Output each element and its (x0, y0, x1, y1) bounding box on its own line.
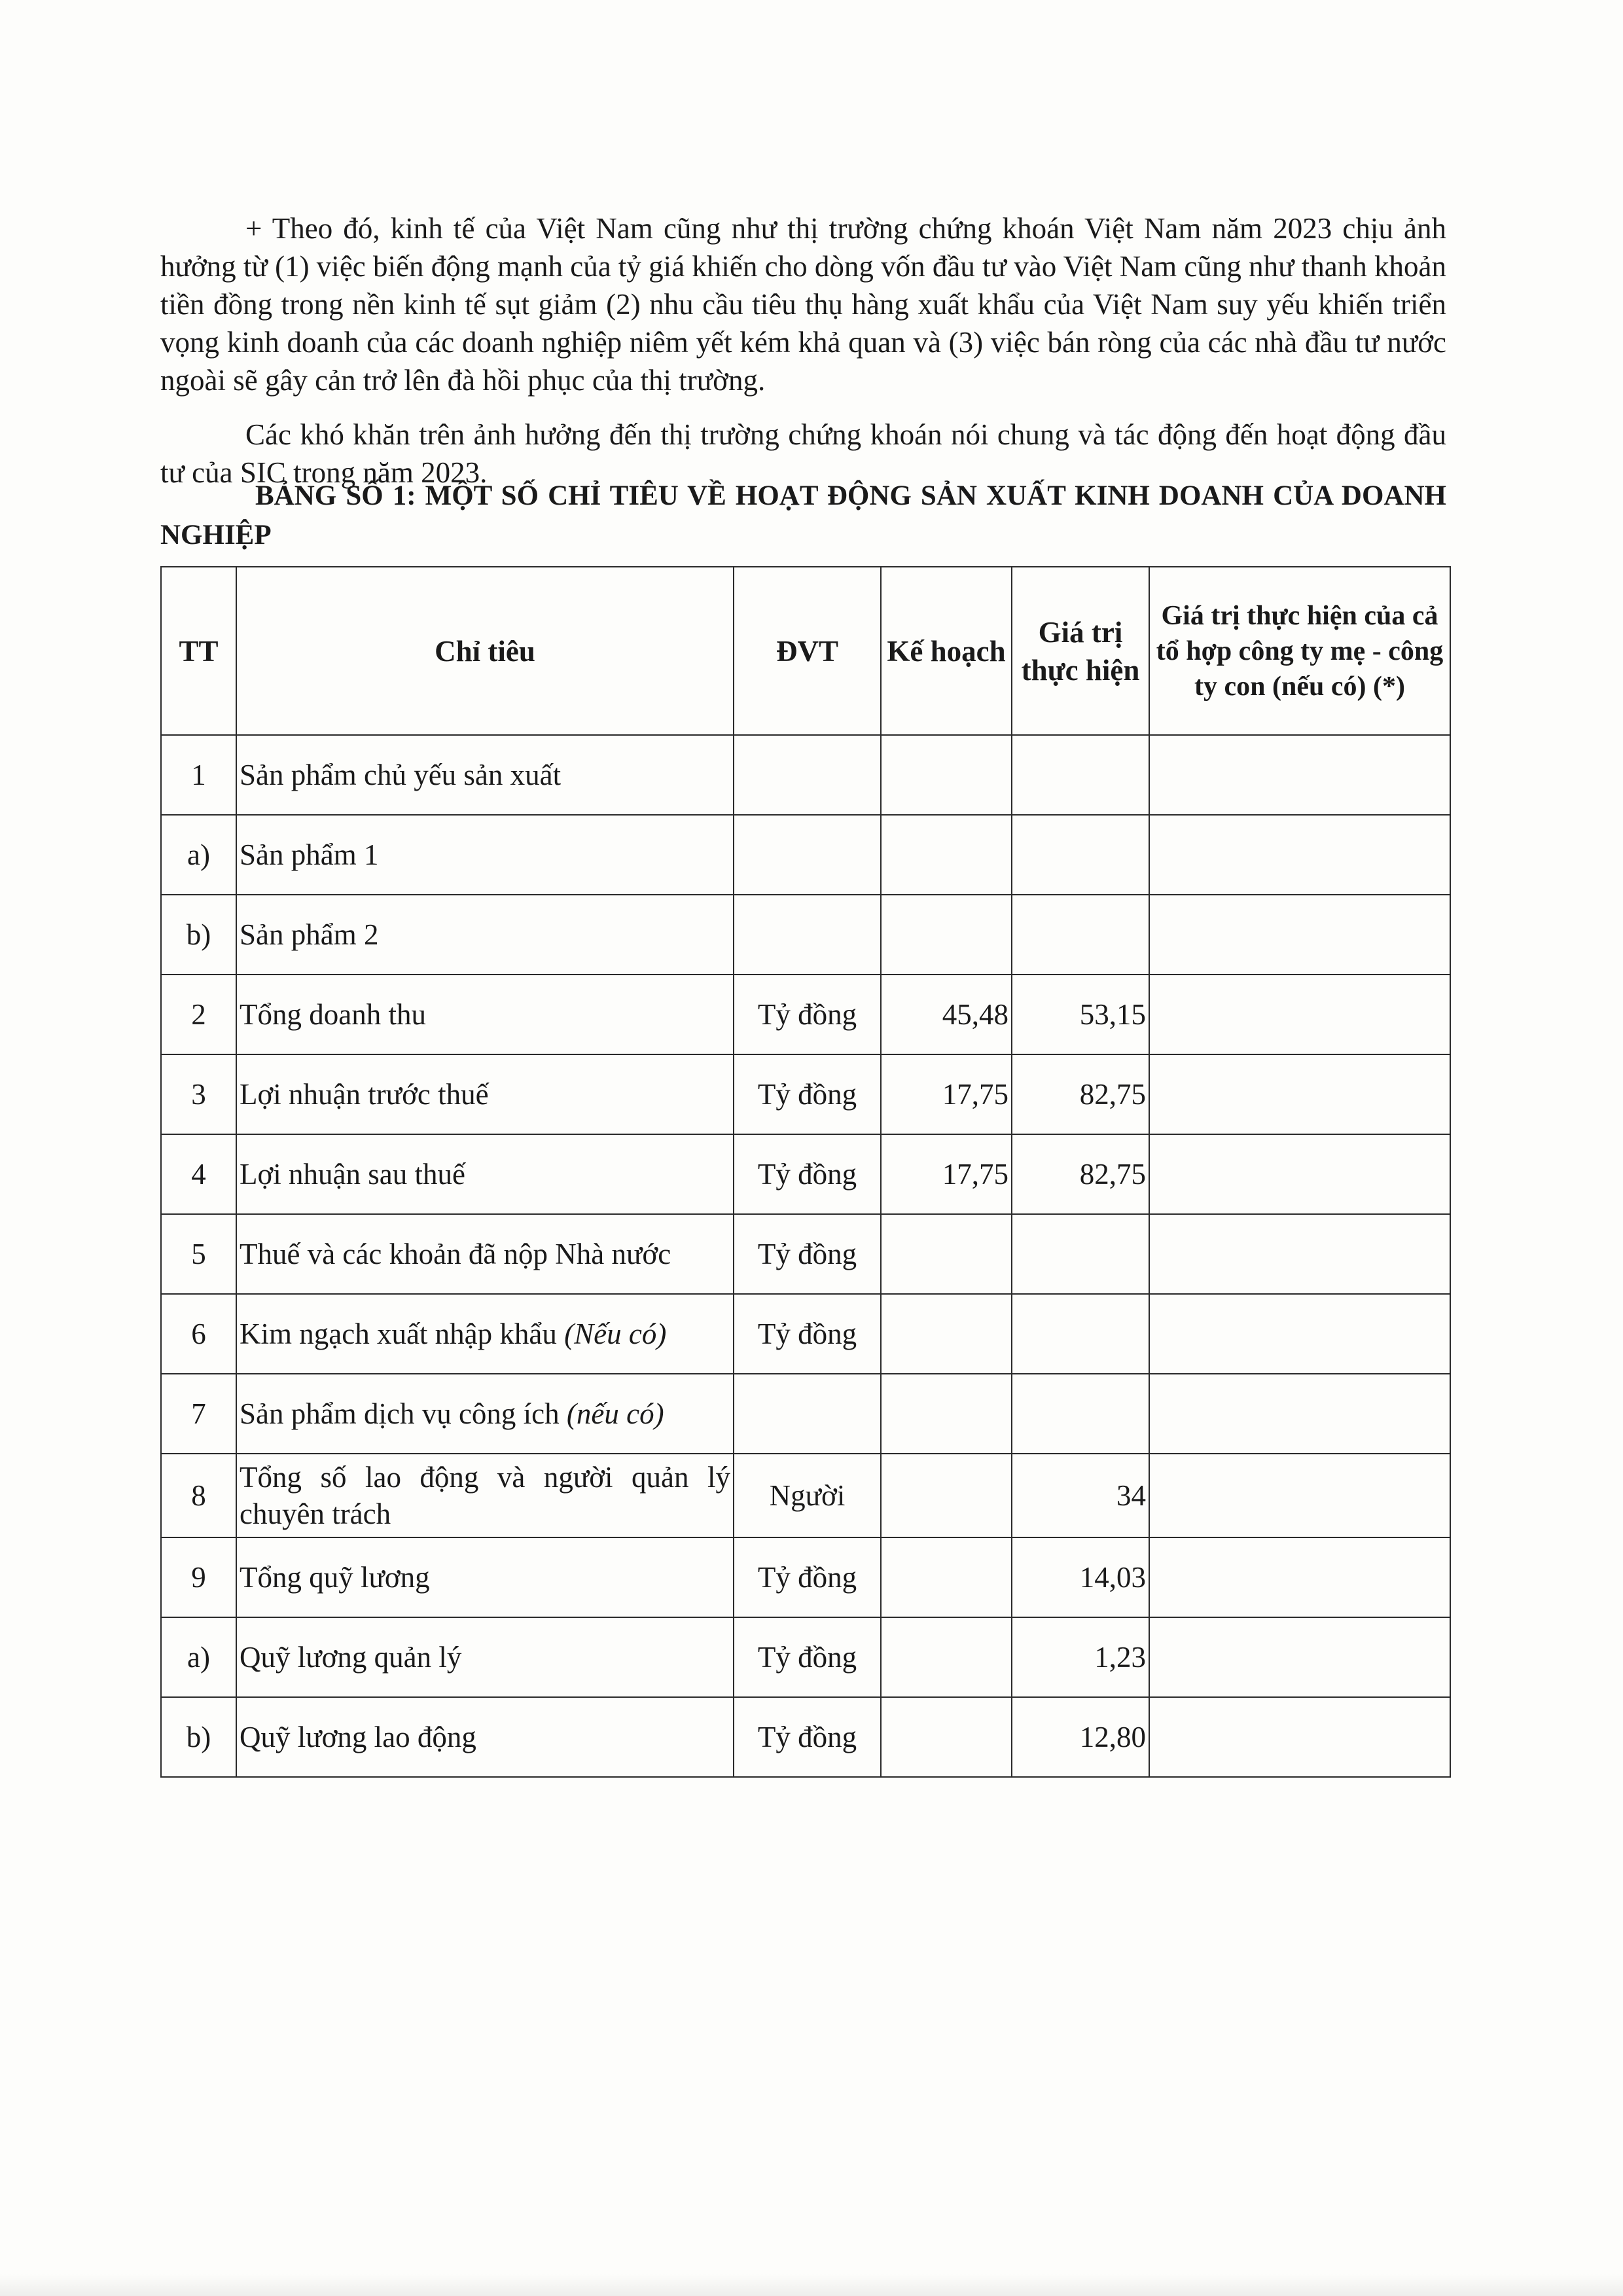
row-indicator (236, 1294, 734, 1374)
indicator-note: (Nếu có) (564, 1318, 667, 1350)
indicator-text: Sản phẩm dịch vụ công ích (240, 1397, 567, 1430)
row-group-value (1149, 1454, 1450, 1537)
row-unit: Tỷ đồng (734, 1214, 881, 1294)
table-row (161, 1374, 1450, 1454)
header-tt: TT (161, 567, 236, 735)
row-plan (881, 1294, 1012, 1374)
row-plan (881, 895, 1012, 975)
table-row (161, 1214, 1450, 1294)
table-row (161, 1054, 1450, 1134)
row-actual: 82,75 (1012, 1054, 1149, 1134)
row-plan: 45,48 (881, 975, 1012, 1054)
row-group-value (1149, 975, 1450, 1054)
row-number: 6 (161, 1294, 236, 1374)
table-body (161, 735, 1450, 1777)
row-actual (1012, 815, 1149, 895)
row-group-value (1149, 895, 1450, 975)
indicator-text: Tổng số lao động và người quản lý chuyên trách (240, 1461, 730, 1530)
table-header-row (161, 567, 1450, 735)
row-number: 8 (161, 1454, 236, 1537)
row-unit (734, 895, 881, 975)
row-indicator (236, 1214, 734, 1294)
row-number: 4 (161, 1134, 236, 1214)
indicator-text: Sản phẩm 2 (240, 918, 379, 951)
row-number: b) (161, 1697, 236, 1777)
row-group-value (1149, 735, 1450, 815)
row-number: 5 (161, 1214, 236, 1294)
indicator-text: Lợi nhuận sau thuế (240, 1158, 465, 1191)
table-row (161, 735, 1450, 815)
table-row (161, 1294, 1450, 1374)
row-actual: 1,23 (1012, 1617, 1149, 1697)
row-number: b) (161, 895, 236, 975)
row-number: 1 (161, 735, 236, 815)
row-group-value (1149, 1054, 1450, 1134)
row-unit (734, 735, 881, 815)
row-unit: Tỷ đồng (734, 1054, 881, 1134)
indicator-text: Kim ngạch xuất nhập khẩu (240, 1318, 565, 1350)
indicator-text: Sản phẩm 1 (240, 838, 379, 871)
row-number: 9 (161, 1537, 236, 1617)
table-row (161, 815, 1450, 895)
row-group-value (1149, 1537, 1450, 1617)
row-plan (881, 1214, 1012, 1294)
row-number: 2 (161, 975, 236, 1054)
indicator-text: Tổng quỹ lương (240, 1561, 430, 1594)
row-indicator (236, 1697, 734, 1777)
row-actual: 12,80 (1012, 1697, 1149, 1777)
indicator-text: Tổng doanh thu (240, 998, 426, 1031)
row-group-value (1149, 815, 1450, 895)
indicator-text: Thuế và các khoản đã nộp Nhà nước (240, 1238, 671, 1270)
table-title (160, 476, 1446, 555)
indicator-text: Quỹ lương lao động (240, 1721, 476, 1753)
row-number: a) (161, 1617, 236, 1697)
row-actual (1012, 1214, 1149, 1294)
row-group-value (1149, 1374, 1450, 1454)
row-plan (881, 815, 1012, 895)
header-plan: Kế hoạch (881, 567, 1012, 735)
row-unit (734, 815, 881, 895)
table-row (161, 895, 1450, 975)
header-group-value: Giá trị thực hiện của cả tổ hợp công ty mẹ - công ty con (nếu có) (*) (1149, 567, 1450, 735)
table-row (161, 1617, 1450, 1697)
row-plan: 17,75 (881, 1134, 1012, 1214)
row-unit (734, 1374, 881, 1454)
row-plan: 17,75 (881, 1054, 1012, 1134)
row-unit: Tỷ đồng (734, 1294, 881, 1374)
row-actual: 34 (1012, 1454, 1149, 1537)
row-actual (1012, 895, 1149, 975)
row-actual: 82,75 (1012, 1134, 1149, 1214)
row-indicator (236, 1537, 734, 1617)
row-group-value (1149, 1134, 1450, 1214)
table-title-text: BẢNG SỐ 1: MỘT SỐ CHỈ TIÊU VỀ HOẠT ĐỘNG SẢN XUẤT KINH DOANH CỦA DOANH NGHIỆP (160, 480, 1446, 550)
row-plan (881, 1617, 1012, 1697)
row-actual (1012, 735, 1149, 815)
row-actual: 14,03 (1012, 1537, 1149, 1617)
row-unit: Người (734, 1454, 881, 1537)
paragraph-economic-impact (160, 209, 1446, 399)
row-group-value (1149, 1697, 1450, 1777)
row-group-value (1149, 1214, 1450, 1294)
row-indicator (236, 1617, 734, 1697)
row-indicator (236, 735, 734, 815)
row-unit: Tỷ đồng (734, 1617, 881, 1697)
row-indicator (236, 1054, 734, 1134)
header-unit: ĐVT (734, 567, 881, 735)
row-indicator (236, 1134, 734, 1214)
row-actual: 53,15 (1012, 975, 1149, 1054)
row-group-value (1149, 1617, 1450, 1697)
scan-edge (0, 2274, 1623, 2296)
row-unit: Tỷ đồng (734, 1697, 881, 1777)
header-actual: Giá trị thực hiện (1012, 567, 1149, 735)
row-plan (881, 1697, 1012, 1777)
row-indicator (236, 895, 734, 975)
table-row (161, 1697, 1450, 1777)
row-plan (881, 1454, 1012, 1537)
row-unit: Tỷ đồng (734, 1537, 881, 1617)
row-number: a) (161, 815, 236, 895)
table-row (161, 1537, 1450, 1617)
header-indicator: Chỉ tiêu (236, 567, 734, 735)
indicator-note: (nếu có) (566, 1397, 664, 1430)
row-actual (1012, 1294, 1149, 1374)
row-unit: Tỷ đồng (734, 1134, 881, 1214)
row-actual (1012, 1374, 1149, 1454)
table-row (161, 975, 1450, 1054)
table-row (161, 1134, 1450, 1214)
row-plan (881, 1374, 1012, 1454)
indicator-text: Lợi nhuận trước thuế (240, 1078, 489, 1111)
row-number: 3 (161, 1054, 236, 1134)
row-plan (881, 735, 1012, 815)
row-group-value (1149, 1294, 1450, 1374)
paragraph-text: + Theo đó, kinh tế của Việt Nam cũng như thị trường chứng khoán Việt Nam năm 2023 chịu ảnh hưởng từ (1) việc biến động mạnh của tỷ giá khiến cho dòng vốn đầu tư vào Việt Nam cũng như thanh khoản tiền đồng trong nền kinh tế sụt giảm (2) nhu cầu tiêu thụ hàng xuất khẩu của Việt Nam suy yếu khiến triển vọng kinh doanh của các doanh nghiệp niêm yết kém khả quan và (3) việc bán ròng của các nhà đầu tư nước ngoài sẽ gây cản trở lên đà hồi phục của thị trường. (160, 212, 1446, 397)
row-unit: Tỷ đồng (734, 975, 881, 1054)
indicator-text: Quỹ lương quản lý (240, 1641, 462, 1674)
table-row (161, 1454, 1450, 1537)
indicator-text: Sản phẩm chủ yếu sản xuất (240, 759, 562, 791)
business-indicators-table (160, 566, 1451, 1778)
row-indicator (236, 975, 734, 1054)
row-plan (881, 1537, 1012, 1617)
row-indicator (236, 815, 734, 895)
row-indicator (236, 1374, 734, 1454)
row-number: 7 (161, 1374, 236, 1454)
row-indicator (236, 1454, 734, 1537)
paragraph-text: Các khó khăn trên ảnh hưởng đến thị trường chứng khoán nói chung và tác động đến hoạt động đầu tư của SIC trong năm 2023. (160, 418, 1446, 489)
